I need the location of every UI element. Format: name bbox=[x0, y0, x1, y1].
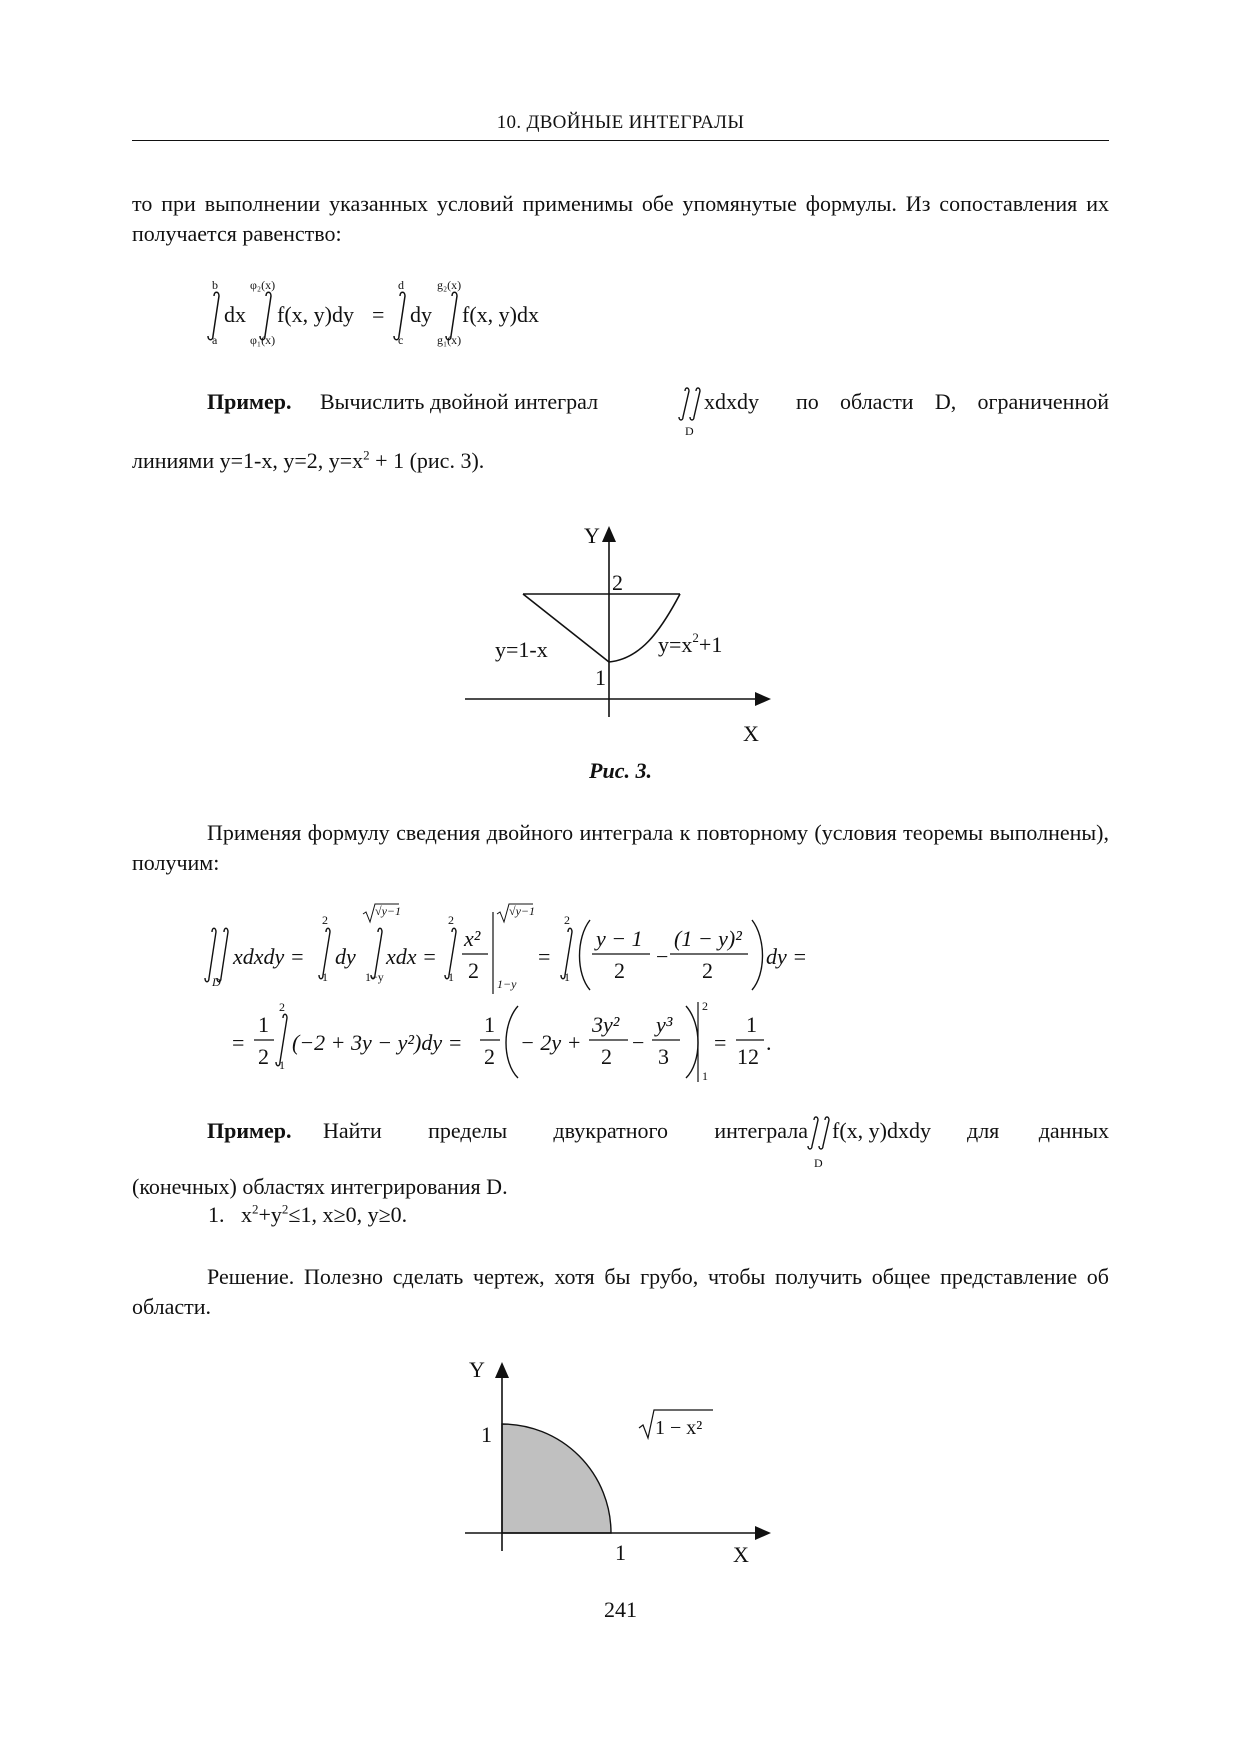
eq1-right-inner-lower: g₁(x) bbox=[437, 333, 462, 347]
fig3-x-arrow bbox=[755, 692, 771, 706]
example-2-label: Пример. bbox=[207, 1118, 292, 1143]
eq2-row-1 bbox=[205, 904, 807, 994]
eq1-right-outer-diff: dy bbox=[410, 302, 432, 327]
eq2-dbl-int-a bbox=[205, 928, 216, 982]
eq2-int4-lower: 1 bbox=[564, 970, 570, 984]
fig3-curve-left-label: y=1-x bbox=[495, 637, 548, 662]
eq2-res-den: 12 bbox=[737, 1044, 759, 1069]
eq2-eval2-upper: 2 bbox=[702, 999, 708, 1013]
eq2-f3-num: 3y² bbox=[592, 1012, 620, 1037]
eq2-int2-upper: √y−1 bbox=[375, 904, 402, 918]
eq2-integrand2: (−2 + 3y − y²)dy = bbox=[292, 1030, 463, 1055]
eq2-row2-prefix: = bbox=[232, 1030, 245, 1055]
example-1-label: Пример. bbox=[207, 389, 292, 414]
eq1-right-inner-expr: f(x, y)dx bbox=[462, 302, 539, 327]
eq2-eval2-lower: 1 bbox=[702, 1069, 708, 1083]
item1-x: x bbox=[241, 1202, 252, 1227]
eq1-left-outer-diff: dx bbox=[224, 302, 246, 327]
example-2-text-after: для данных bbox=[967, 1118, 1109, 1143]
item1-sup-1: 2 bbox=[252, 1201, 259, 1217]
eq2-f4-num: y³ bbox=[656, 1012, 673, 1037]
paragraph-3: Решение. Полезно сделать чертеж, хотя бы грубо, чтобы получить общее представление об области. bbox=[132, 1264, 1109, 1319]
equation-iterated-equality bbox=[190, 270, 590, 362]
item1-rest: ≤1, x≥0, y≥0. bbox=[288, 1202, 408, 1227]
eq2-minus2: − bbox=[632, 1030, 645, 1055]
eq2-paren2-open bbox=[506, 1006, 518, 1078]
fig3-y-arrow bbox=[602, 526, 616, 542]
list-item-1 bbox=[208, 1202, 407, 1228]
eq2-xdx: xdx = bbox=[386, 944, 437, 969]
eq1-left-inner-expr: f(x, y)dy bbox=[277, 302, 354, 327]
eq1-left-inner-upper: φ₂(x) bbox=[250, 278, 276, 292]
eq2-half2-den: 2 bbox=[484, 1044, 495, 1069]
example-2-line-2: (конечных) областях интегрирования D. bbox=[132, 1174, 508, 1199]
eq2-domain: D bbox=[212, 975, 221, 989]
fig3-curve-right-label: $y=x^2+1$ bbox=[658, 630, 723, 657]
fig3-tick-1: 1 bbox=[595, 665, 606, 690]
eq2-int3-lower: 1 bbox=[448, 970, 454, 984]
fig4-y-label: Y bbox=[469, 1357, 485, 1382]
example-2-domain: D bbox=[814, 1156, 823, 1170]
eq2-eval-lower: 1−y bbox=[497, 977, 517, 991]
eq2-int3-upper: 2 bbox=[448, 913, 454, 927]
eq1-left-inner-lower: φ₁(x) bbox=[250, 333, 276, 347]
eq2-int4-upper: 2 bbox=[564, 913, 570, 927]
figure-3-caption: Рис. 3. bbox=[589, 758, 652, 783]
eq2-int5-upper: 2 bbox=[279, 1000, 285, 1014]
eq2-f1-den: 2 bbox=[614, 958, 625, 983]
eq2-f1-num: y − 1 bbox=[596, 926, 643, 951]
fig4-y-arrow bbox=[495, 1362, 509, 1378]
eq2-half-den: 2 bbox=[258, 1044, 269, 1069]
eq2-eq: = bbox=[538, 944, 551, 969]
example-1-domain: D bbox=[685, 424, 694, 438]
eq2-paren-close bbox=[752, 920, 763, 990]
eq2-f4-den: 3 bbox=[658, 1044, 669, 1069]
eq2-int1-upper: 2 bbox=[322, 913, 328, 927]
example-1-line-2-suffix: + 1 (рис. 3). bbox=[369, 448, 485, 473]
eq2-f2-num: (1 − y)² bbox=[674, 926, 742, 951]
item1-sup-2: 2 bbox=[281, 1201, 289, 1217]
item1-y: +y bbox=[258, 1202, 282, 1227]
eq2-int2-lower: 1−y bbox=[365, 970, 384, 984]
example-1-text-after: по области D, ограниченной bbox=[796, 389, 1109, 414]
fig3-tick-2: 2 bbox=[612, 570, 623, 595]
running-header: 10. ДВОЙНЫЕ ИНТЕГРАЛЫ bbox=[496, 112, 745, 133]
header-rule bbox=[132, 140, 1109, 141]
eq2-tail: dy = bbox=[766, 944, 808, 969]
eq1-integral-sign-3 bbox=[394, 292, 405, 340]
eq2-lhs: xdxdy = bbox=[233, 944, 305, 969]
example-2-integrand: f(x, y)dxdy bbox=[832, 1118, 931, 1143]
eq2-int1-lower: 1 bbox=[322, 970, 328, 984]
eq1-right-inner-upper: g₂(x) bbox=[437, 278, 462, 292]
equation-computation bbox=[200, 902, 840, 1097]
eq2-eval-upper: √y−1 bbox=[509, 904, 536, 918]
example-2-text-before: Найти пределы двукратного интеграла bbox=[323, 1118, 808, 1143]
paragraph-2: Применяя формулу сведения двойного интеграла к повторному (условия теоремы выполнены), получим: bbox=[132, 820, 1109, 875]
eq2-dbl-int-b bbox=[217, 928, 228, 982]
paragraph-1: то при выполнении указанных условий применимы обе упомянутые формулы. Из сопоставления их получается равенство: bbox=[132, 191, 1109, 246]
fig4-sqrt-label: 1 − x² bbox=[655, 1417, 703, 1439]
example-2-double-integral-sign bbox=[804, 1112, 834, 1160]
page-number: 241 bbox=[604, 1597, 637, 1622]
example-1-line-1 bbox=[132, 389, 1109, 438]
fig3-y-label: Y bbox=[584, 523, 600, 548]
eq1-right-outer-lower: c bbox=[398, 333, 404, 347]
eq1-right-outer-upper: d bbox=[398, 278, 404, 292]
fig4-x-label: X bbox=[733, 1542, 749, 1567]
example-1-integrand: xdxdy bbox=[704, 389, 759, 414]
example-2-line-1 bbox=[132, 1118, 1109, 1170]
fig4-tick-1x: 1 bbox=[615, 1540, 626, 1565]
eq1-left-outer-lower: a bbox=[212, 333, 218, 347]
eq2-frac-num: x² bbox=[464, 926, 481, 951]
eq2-dot: . bbox=[766, 1030, 772, 1055]
eq2-f3-den: 2 bbox=[601, 1044, 612, 1069]
eq2-paren-open bbox=[580, 920, 591, 990]
eq2-row-2 bbox=[232, 999, 772, 1083]
figure-3 bbox=[455, 512, 785, 752]
eq2-inner-a: − 2y + bbox=[520, 1030, 582, 1055]
eq2-frac-den: 2 bbox=[468, 958, 479, 983]
example-1-line-2-prefix: линиями y=1-x, y=2, y=x bbox=[132, 448, 364, 473]
example-1-line-2-sup: 2 bbox=[363, 447, 370, 463]
eq2-half2-num: 1 bbox=[484, 1012, 495, 1037]
fig4-x-arrow bbox=[755, 1526, 771, 1540]
eq2-f2-den: 2 bbox=[702, 958, 713, 983]
list-item-1-number: 1. bbox=[208, 1202, 225, 1227]
eq1-integral-sign-1 bbox=[208, 292, 219, 340]
eq1-equals: = bbox=[372, 302, 385, 327]
eq2-res-num: 1 bbox=[746, 1012, 757, 1037]
fig3-x-label: X bbox=[743, 721, 759, 746]
eq2-half-num: 1 bbox=[258, 1012, 269, 1037]
eq2-eq2: = bbox=[714, 1030, 727, 1055]
eq1-left-outer-upper: b bbox=[212, 278, 218, 292]
figure-4 bbox=[455, 1348, 785, 1578]
example-1-line-2 bbox=[132, 446, 1109, 476]
eq2-dy: dy bbox=[335, 944, 356, 969]
eq2-int5-lower: 1 bbox=[279, 1058, 285, 1072]
example-1-text-before: Вычислить двойной интеграл bbox=[320, 389, 599, 414]
eq2-minus: − bbox=[656, 944, 669, 969]
eq2-paren2-close bbox=[686, 1006, 698, 1078]
fig4-quarter-disk bbox=[502, 1424, 611, 1533]
fig4-tick-1y: 1 bbox=[481, 1422, 492, 1447]
